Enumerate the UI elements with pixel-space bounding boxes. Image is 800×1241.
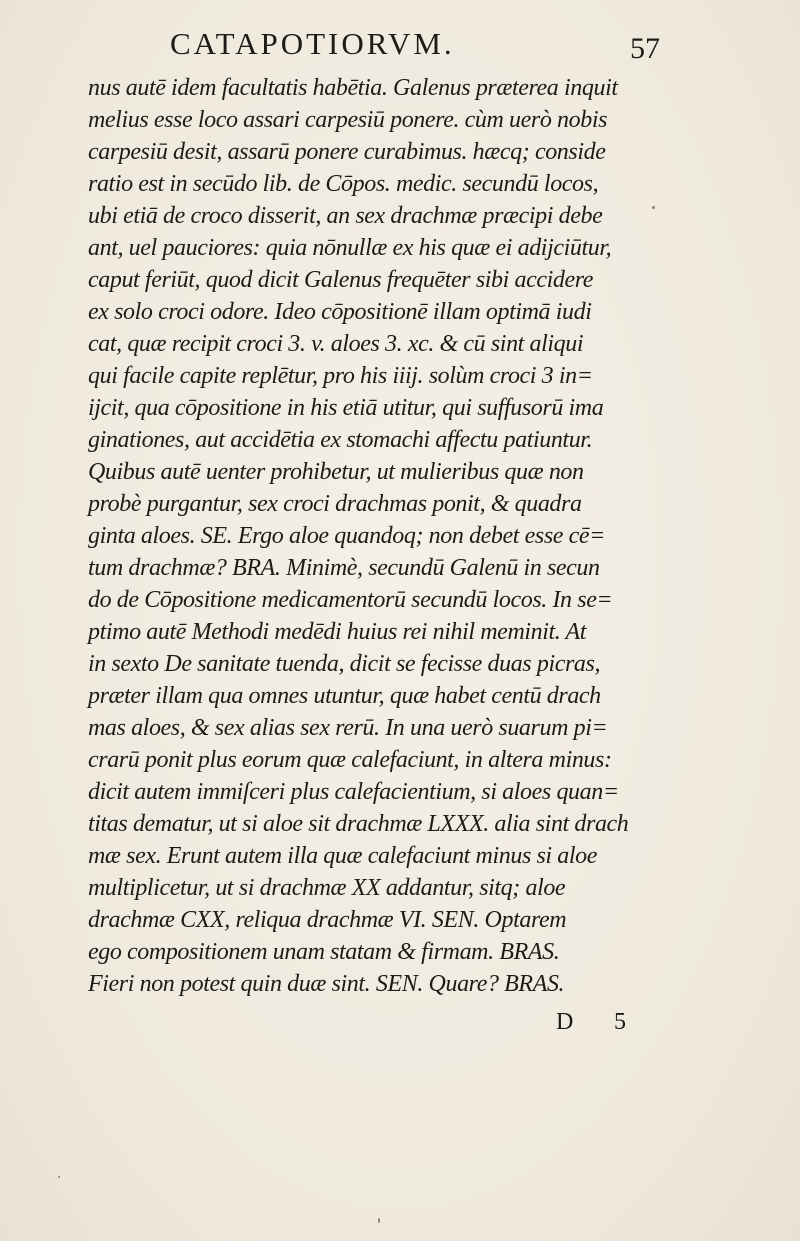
text-line: ubi etiā de croco disserit, an sex drachmæ præcipi debe [88,203,603,229]
footer-catchline [556,1009,676,1041]
text-line: melius esse loco assari carpesiū ponere. cùm uerò nobis [88,107,608,133]
text-line: tum drachmæ? BRA. Minimè, secundū Galenū in secun [88,555,600,581]
running-head [0,26,800,66]
text-line: cat, quæ recipit croci 3. v. aloes 3. xc. & cū sint aliqui [88,331,584,357]
text-line: mas aloes, & sex alias sex rerū. In una uerò suarum pi= [88,715,608,741]
text-line: multiplicetur, ut si drachmæ XX addantur, sitq; aloe [88,875,566,901]
text-line: crarū ponit plus eorum quæ calefaciunt, in altera minus: [88,747,612,773]
text-line: probè purgantur, sex croci drachmas ponit, & quadra [88,491,582,517]
text-line: ptimo autē Methodi medēdi huius rei nihil meminit. At [88,619,587,645]
text-line: ego compositionem unam statam & firmam. BRAS. [88,939,560,965]
text-line: ant, uel pauciores: quia nōnullæ ex his quæ ei adijciūtur, [88,235,612,261]
text-line: caput feriūt, quod dicit Galenus frequēter sibi accidere [88,267,594,293]
body-text [88,72,728,1000]
running-title: CATAPOTIORVM. [170,26,455,61]
page-number: 57 [630,32,660,65]
ink-speck [652,206,655,209]
text-line: nus autē idem facultatis habētia. Galenus præterea inquit [88,75,618,101]
ink-speck [58,1176,60,1178]
text-line: mæ sex. Erunt autem illa quæ calefaciunt minus si aloe [88,843,598,869]
text-line: præter illam qua omnes utuntur, quæ habet centū drach [88,683,601,709]
text-line: do de Cōpositione medicamentorū secundū locos. In se= [88,587,613,613]
text-line: Fieri non potest quin duæ sint. SEN. Quare? BRAS. [88,971,565,997]
signature-mark: D [556,1009,574,1035]
text-line: titas dematur, ut si aloe sit drachmæ LXXX. alia sint drach [88,811,629,837]
text-line: qui facile capite replētur, pro his iiij. solùm croci 3 in= [88,363,593,389]
text-line: drachmæ CXX, reliqua drachmæ VI. SEN. Optarem [88,907,567,933]
catchword: 5 [614,1009,626,1035]
text-line: ex solo croci odore. Ideo cōpositionē illam optimā iudi [88,299,592,325]
text-line: ratio est in secūdo lib. de Cōpos. medic. secundū locos, [88,171,599,197]
text-line: Quibus autē uenter prohibetur, ut mulieribus quæ non [88,459,584,485]
ink-speck [378,1218,380,1223]
text-line: ginationes, aut accidētia ex stomachi affectu patiuntur. [88,427,593,453]
text-line: ijcit, qua cōpositione in his etiā utitur, qui suffusorū ima [88,395,604,421]
text-line: dicit autem immiſceri plus calefacientium, si aloes quan= [88,779,619,805]
text-line: in sexto De sanitate tuenda, dicit se fecisse duas picras, [88,651,601,677]
text-line: carpesiū desit, assarū ponere curabimus. hæcq; conside [88,139,606,165]
text-line: ginta aloes. SE. Ergo aloe quandoq; non debet esse cē= [88,523,605,549]
